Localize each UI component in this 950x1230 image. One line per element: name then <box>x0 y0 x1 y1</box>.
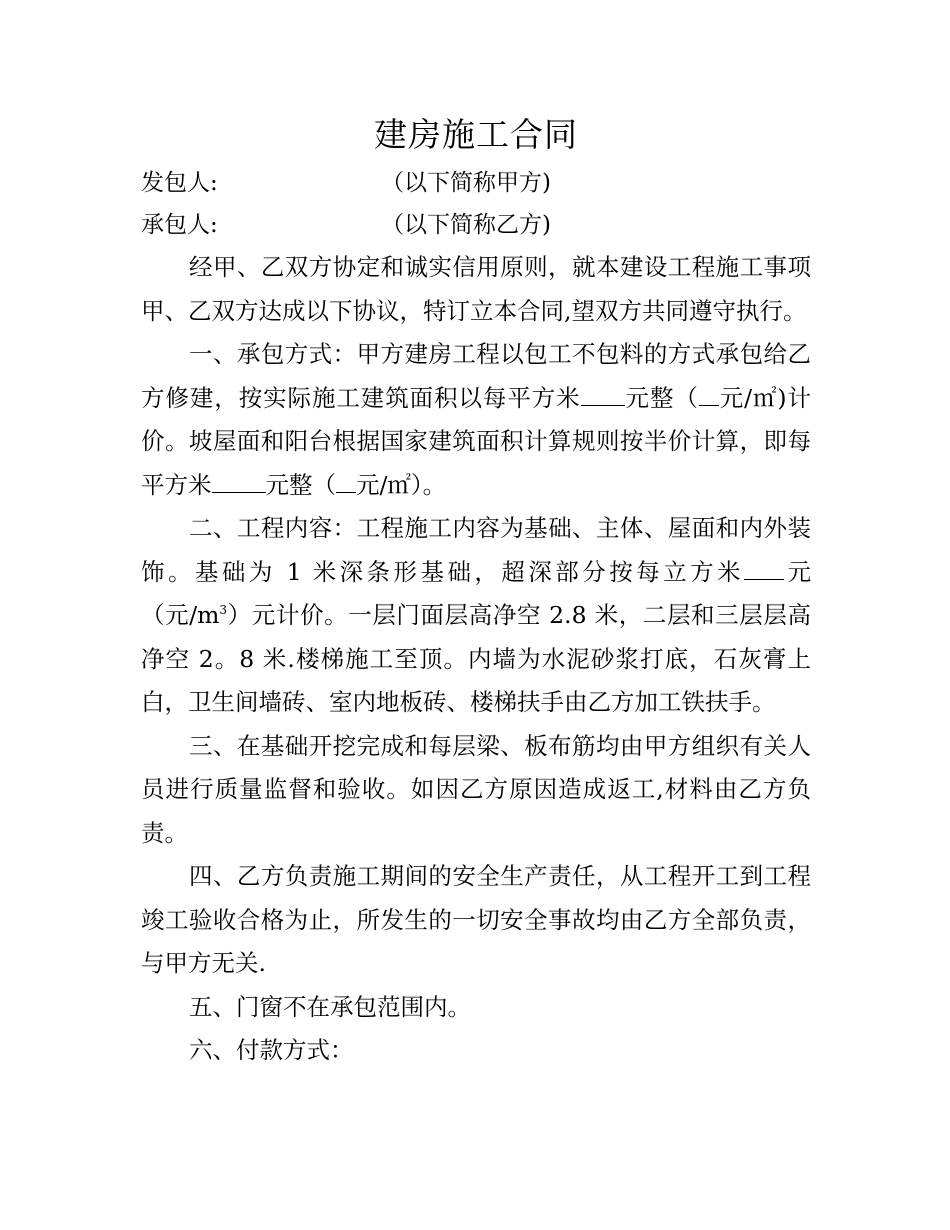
clause-4-paragraph: 四、乙方负责施工期间的安全生产责任，从工程开工到工程竣工验收合格为止，所发生的一切安全事故均由乙方全部负责，与甲方无关. <box>141 862 811 977</box>
party-a-label: 发包人: <box>141 170 218 196</box>
price-blank-5 <box>744 553 784 580</box>
clause-5-paragraph: 五、门窗不在承包范围内。 <box>189 992 471 1021</box>
cubic-superscript: 3 <box>219 603 228 618</box>
clause-1-text-b: 元整（ <box>624 383 699 412</box>
price-blank-1 <box>581 379 625 406</box>
clause-3-paragraph: 三、在基础开挖完成和每层梁、板布筋均由甲方组织有关人员进行质量监督和验收。如因乙方原因造成返工,材料由乙方负责。 <box>141 731 811 847</box>
party-b-line <box>141 204 811 246</box>
clause-1-text-a: 一、承包方式：甲方建房工程以包工不包料的方式承包给乙方修建，按实际施工建筑面积以每平方米 <box>141 340 811 412</box>
document-title: 建房施工合同 <box>374 115 578 154</box>
clause-1-text-c: 元/㎡)计价。坡屋面和阳台根据国家建筑面积计算规则按半价计算，即每平方米 <box>141 383 812 499</box>
party-a-note: （以下简称甲方) <box>381 170 551 196</box>
clause-6-paragraph: 六、付款方式： <box>189 1036 354 1064</box>
clause-2-text-a: 二、工程内容：工程施工内容为基础、主体、屋面和内外装饰。基础为 1 米深条形基础，超深部分按每立方米 <box>141 514 811 586</box>
price-blank-4 <box>336 466 356 493</box>
party-b-label: 承包人: <box>141 212 218 238</box>
party-a-line <box>141 162 811 204</box>
clause-1-text-d: 元整（ <box>265 470 336 499</box>
preamble-paragraph: 经甲、乙双方协定和诚实信用原则，就本建设工程施工事项甲、乙双方达成以下协议，特订立本合同,望双方共同遵守执行。 <box>141 253 811 325</box>
price-blank-2 <box>699 379 719 406</box>
contract-page <box>141 112 811 1073</box>
clause-2-text-b: 元（元/m <box>141 557 811 629</box>
clause-1-text-e: 元/㎡）。 <box>356 470 447 499</box>
party-b-note: （以下简称乙方) <box>381 212 551 238</box>
clause-2-paragraph <box>141 507 811 725</box>
clause-2-text-c: ）元计价。一层门面层高净空 2.8 米，二层和三层层高净空 2。8 米.楼梯施工至顶。内墙为水泥砂浆打底，石灰膏上白，卫生间墙砖、室内地板砖、楼梯扶手由乙方加工铁扶手。 <box>141 601 811 716</box>
clause-1-paragraph <box>141 333 811 507</box>
price-blank-3 <box>212 466 266 493</box>
